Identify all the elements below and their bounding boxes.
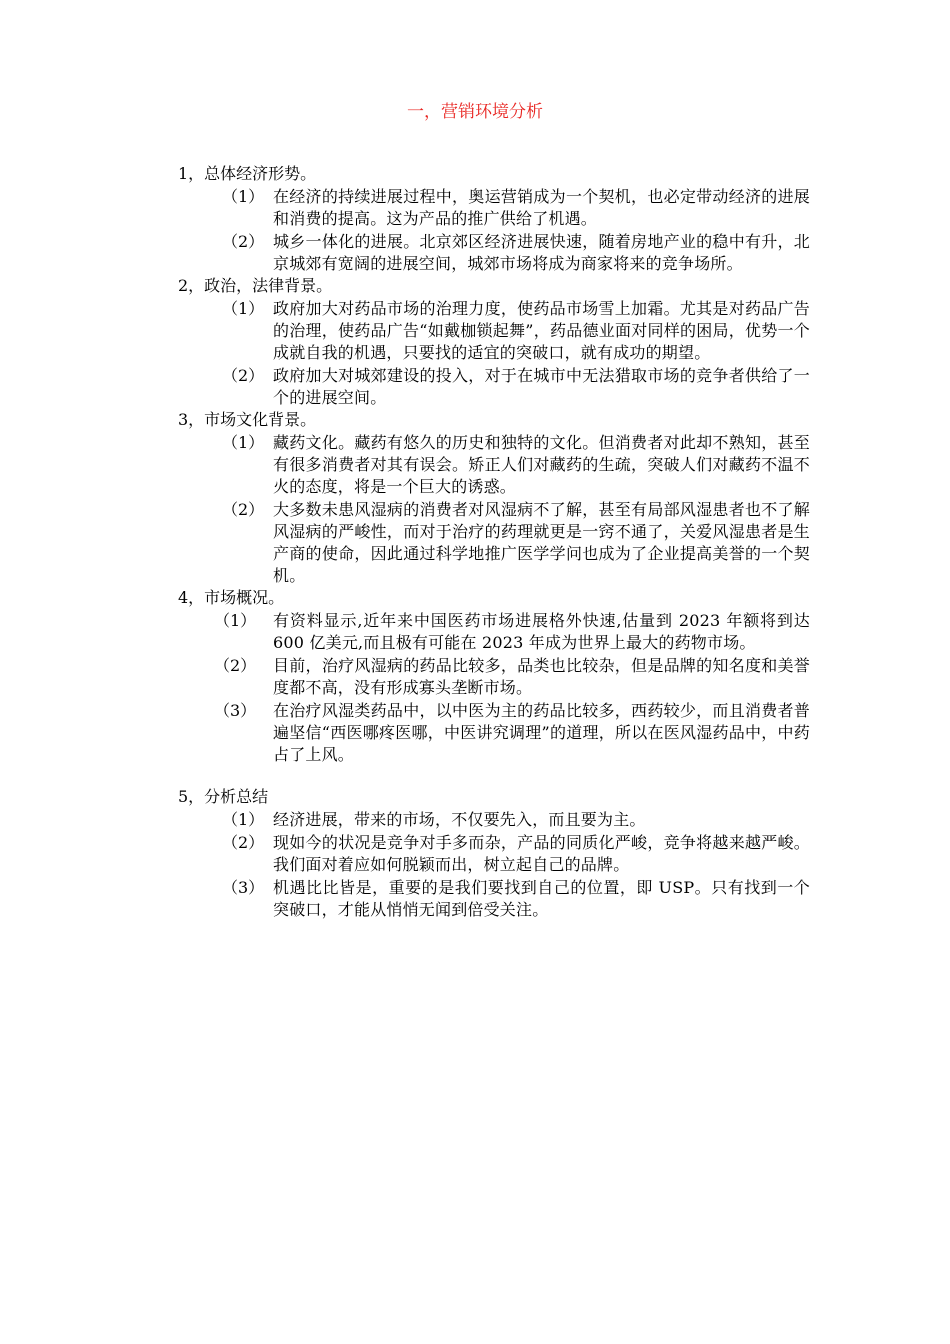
item-text: 现如今的状况是竞争对手多而杂，产品的同质化严峻，竞争将越来越严峻。我们面对着应如何脱颖而出，树立起自己的品牌。 <box>273 833 810 874</box>
list-item <box>0 298 950 364</box>
section-heading: 1，总体经济形势。 <box>178 164 317 183</box>
document-body <box>0 163 950 921</box>
section-heading: 3，市场文化背景。 <box>178 410 317 429</box>
item-number: （2） <box>222 366 265 385</box>
item-text: 政府加大对药品市场的治理力度，使药品市场雪上加霜。尤其是对药品广告的治理，使药品广告“如戴枷锁起舞”，药品德业面对同样的困局，优势一个成就自我的机遇，只要找的适宜的突破口，就有成功的期望。 <box>273 299 810 362</box>
item-text: 机遇比比皆是，重要的是我们要找到自己的位置，即 USP。只有找到一个突破口，才能从悄悄无闻到倍受关注。 <box>273 878 810 919</box>
list-item <box>0 186 950 230</box>
list-item <box>0 877 950 921</box>
list-item <box>0 432 950 498</box>
item-number: （1） <box>222 810 265 829</box>
item-number: （2） <box>214 656 257 675</box>
list-item <box>0 499 950 587</box>
item-number: （1） <box>222 187 265 206</box>
item-number: （2） <box>222 833 265 852</box>
item-text: 在治疗风湿类药品中，以中医为主的药品比较多，西药较少，而且消费者普遍坚信“西医哪疼医哪，中医讲究调理”的道理，所以在医风湿药品中，中药占了上风。 <box>273 701 810 764</box>
item-number: （2） <box>222 500 265 519</box>
item-text: 在经济的持续进展过程中，奥运营销成为一个契机，也必定带动经济的进展和消费的提高。这为产品的推广供给了机遇。 <box>273 187 810 228</box>
item-number: （2） <box>222 232 265 251</box>
section-heading: 2，政治，法律背景。 <box>178 276 333 295</box>
list-item <box>0 231 950 275</box>
item-number: （3） <box>222 878 265 897</box>
item-text: 政府加大对城郊建设的投入，对于在城市中无法猎取市场的竞争者供给了一个的进展空间。 <box>273 366 810 407</box>
section-market-overview <box>0 587 950 766</box>
item-text: 大多数未患风湿病的消费者对风湿病不了解，甚至有局部风湿患者也不了解风湿病的严峻性，而对于治疗的药理就更是一窍不通了，关爱风湿患者是生产商的使命，因此通过科学地推广医学学问也成为了企业提高美誉的一个契机。 <box>273 500 810 585</box>
item-number: （1） <box>222 433 265 452</box>
list-item <box>0 700 950 766</box>
list-item <box>0 832 950 876</box>
item-number: （3） <box>214 701 257 720</box>
section-analysis-summary <box>0 786 950 921</box>
item-text: 经济进展，带来的市场，不仅要先入，而且要为主。 <box>273 810 646 829</box>
item-number: （1） <box>222 299 265 318</box>
list-item <box>0 655 950 699</box>
item-text: 藏药文化。藏药有悠久的历史和独特的文化。但消费者对此却不熟知，甚至有很多消费者对其有误会。矫正人们对藏药的生疏，突破人们对藏药不温不火的态度，将是一个巨大的诱惑。 <box>273 433 810 496</box>
section-heading: 4，市场概况。 <box>178 588 285 607</box>
section-economy <box>0 163 950 275</box>
list-item <box>0 365 950 409</box>
item-text: 目前，治疗风湿病的药品比较多，品类也比较杂，但是品牌的知名度和美誉度都不高，没有形成寡头垄断市场。 <box>273 656 810 697</box>
document-title: 一，营销环境分析 <box>407 102 543 122</box>
list-item <box>0 809 950 831</box>
section-heading: 5，分析总结 <box>178 787 269 806</box>
item-number: （1） <box>214 611 257 630</box>
list-item <box>0 610 950 654</box>
item-text: 城乡一体化的进展。北京郊区经济进展快速，随着房地产业的稳中有升，北京城郊有宽阔的进展空间，城郊市场将成为商家将来的竞争场所。 <box>273 232 810 273</box>
section-politics-law <box>0 275 950 409</box>
section-market-culture <box>0 409 950 587</box>
item-text: 有资料显示,近年来中国医药市场进展格外快速,估量到 2023 年额将到达 600 亿美元,而且极有可能在 2023 年成为世界上最大的药物市场。 <box>273 611 810 652</box>
